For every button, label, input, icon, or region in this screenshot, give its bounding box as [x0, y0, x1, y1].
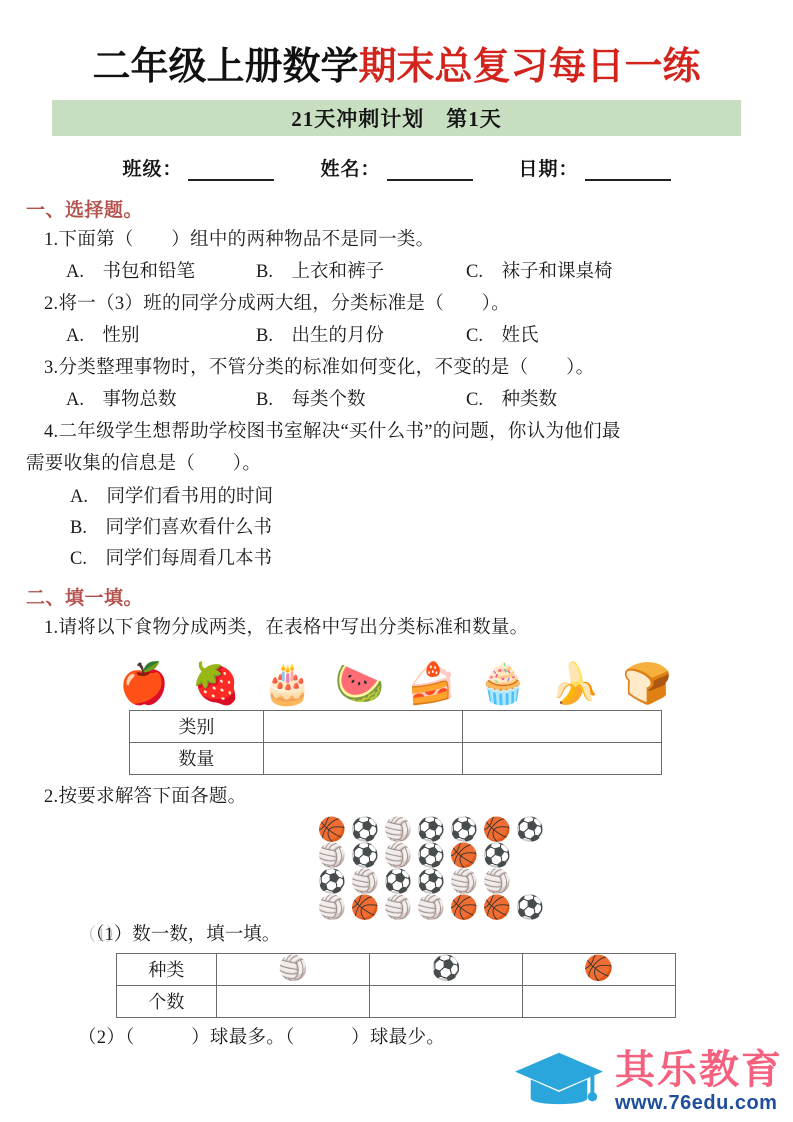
question-1-option-b[interactable]: B. 上衣和裤子 — [256, 261, 384, 282]
ball-table-label-count: 个数 — [116, 985, 217, 1017]
strawberries-icon: 🍓 — [191, 660, 241, 706]
food-table-quantity-cell-1[interactable] — [263, 742, 462, 774]
layer-cake-icon: 🎂 — [262, 660, 313, 706]
title-red-part: 期末总复习每日一练 — [358, 46, 701, 88]
volleyball-icon: 🏐 — [482, 869, 512, 895]
question-3-options — [26, 386, 765, 416]
volleyball-icon: 🏐 — [317, 895, 347, 921]
question-2-option-a[interactable]: A. 性别 — [66, 325, 140, 346]
question-4-option-a[interactable]: A. 同学们看书用的时间 — [70, 486, 273, 507]
soccer-icon: ⚽ — [515, 817, 545, 843]
question-1-option-a[interactable]: A. 书包和铅笔 — [66, 261, 195, 282]
question-2-stem: 2.将一（3）班的同学分成两大组，分类标准是（ ）。 — [44, 293, 510, 314]
ball-grid-row-1 — [316, 817, 765, 843]
volleyball-icon: 🏐 — [383, 817, 413, 843]
soccer-icon: ⚽ — [416, 869, 446, 895]
food-classification-table — [129, 710, 662, 775]
question-3-stem: 3.分类整理事物时，不管分类的标准如何变化，不变的是（ ）。 — [44, 357, 595, 378]
bananas-icon: 🍌 — [550, 660, 600, 706]
soccer-icon: ⚽ — [350, 817, 380, 843]
student-info-row — [0, 154, 793, 181]
food-table-label-quantity: 数量 — [130, 742, 264, 774]
basketball-icon: 🏀 — [350, 895, 380, 921]
sub-question-1: （1） （1）数一数，填一填。 — [26, 921, 765, 951]
title-black-part: 二年级上册数学 — [92, 46, 359, 88]
ball-count-table — [116, 953, 676, 1018]
sub-question-2: （2）（ ）球最多。（ ）球最少。 — [78, 1027, 446, 1048]
volleyball-icon: 🏐 — [350, 869, 380, 895]
question-2-options — [26, 322, 765, 352]
question-4-stem-line1: 4.二年级学生想帮助学校图书室解决“买什么书”的问题，你认为他们最 — [44, 421, 621, 442]
ball-grid-row-2 — [316, 843, 765, 869]
soccer-icon: ⚽ — [416, 843, 446, 869]
food-table-quantity-cell-2[interactable] — [462, 742, 661, 774]
basketball-icon: 🏀 — [583, 956, 614, 983]
ball-table-count-basketball[interactable] — [522, 985, 675, 1017]
cake-slice-icon: 🍰 — [406, 660, 457, 706]
table-row — [116, 985, 675, 1017]
question-1-options — [26, 258, 765, 288]
date-field[interactable] — [519, 154, 671, 181]
watermark-logo — [511, 1048, 783, 1114]
name-blank[interactable] — [387, 163, 473, 181]
table-row — [116, 953, 675, 985]
name-label: 姓名： — [320, 159, 381, 180]
soccer-icon: ⚽ — [416, 817, 446, 843]
basketball-icon: 🏀 — [449, 895, 479, 921]
question-4-stem-line2: 需要收集的信息是（ ）。 — [26, 453, 262, 474]
soccer-icon: ⚽ — [515, 895, 545, 921]
class-blank[interactable] — [188, 163, 274, 181]
apple-icon: 🍎 — [119, 660, 170, 706]
name-field[interactable] — [320, 154, 472, 181]
food-picture-row — [26, 652, 765, 704]
ball-table-count-volleyball[interactable] — [217, 985, 370, 1017]
food-table-category-cell-1[interactable] — [263, 710, 462, 742]
question-2-option-b[interactable]: B. 出生的月份 — [256, 325, 384, 346]
ball-grid-row-4 — [316, 895, 765, 921]
question-1-stem: 1.下面第（ ）组中的两种物品不是同一类。 — [44, 230, 435, 250]
graduation-cap-icon — [511, 1048, 607, 1114]
ball-table-type-volleyball — [217, 953, 370, 985]
class-label: 班级： — [122, 159, 183, 180]
question-2-option-c[interactable]: C. 姓氏 — [466, 325, 539, 346]
watermark-url: www.76edu.com — [615, 1091, 778, 1114]
food-table-category-cell-2[interactable] — [462, 710, 661, 742]
soccer-icon: ⚽ — [482, 843, 512, 869]
basketball-icon: 🏀 — [449, 843, 479, 869]
cupcake-icon: 🧁 — [478, 660, 529, 706]
bread-roll-icon: 🍞 — [621, 660, 672, 706]
worksheet-content — [0, 195, 793, 1053]
volleyball-icon: 🏐 — [383, 843, 413, 869]
soccer-icon: ⚽ — [449, 817, 479, 843]
table-row — [130, 710, 662, 742]
date-label: 日期： — [518, 159, 579, 180]
watermark-text — [615, 1047, 783, 1114]
volleyball-icon: 🏐 — [449, 869, 479, 895]
soccer-icon: ⚽ — [430, 956, 461, 983]
question-3-option-b[interactable]: B. 每类个数 — [256, 389, 366, 410]
basketball-icon: 🏀 — [317, 817, 347, 843]
volleyball-icon: 🏐 — [317, 843, 347, 869]
watermelon-icon: 🍉 — [334, 660, 385, 706]
section-heading-choice: 一、选择题。 — [26, 200, 144, 221]
question-1-option-c[interactable]: C. 袜子和课桌椅 — [466, 261, 613, 282]
soccer-icon: ⚽ — [350, 843, 380, 869]
section-heading-fill: 二、填一填。 — [26, 587, 144, 609]
class-field[interactable] — [122, 154, 274, 181]
basketball-icon: 🏀 — [482, 817, 512, 843]
plan-banner-text: 21天冲刺计划 第1天 — [291, 107, 502, 131]
plan-banner — [52, 100, 741, 136]
volleyball-icon: 🏐 — [416, 895, 446, 921]
watermark-brand: 其乐教育 — [615, 1047, 783, 1092]
ball-picture-grid — [26, 817, 765, 921]
food-table-label-category: 类别 — [130, 710, 264, 742]
page-title — [0, 0, 793, 86]
table-row — [130, 742, 662, 774]
question-3-option-a[interactable]: A. 事物总数 — [66, 389, 177, 410]
volleyball-icon: 🏐 — [383, 895, 413, 921]
ball-table-type-basketball — [522, 953, 675, 985]
ball-grid-row-3 — [316, 869, 765, 895]
ball-table-count-soccer[interactable] — [370, 985, 523, 1017]
soccer-icon: ⚽ — [317, 869, 347, 895]
question-3-option-c[interactable]: C. 种类数 — [466, 389, 557, 410]
soccer-icon: ⚽ — [383, 869, 413, 895]
fill-question-2-stem: 2.按要求解答下面各题。 — [44, 786, 247, 807]
ball-table-label-type: 种类 — [116, 953, 217, 985]
question-4-option-c[interactable]: C. 同学们每周看几本书 — [70, 548, 272, 569]
fill-question-1-stem: 1.请将以下食物分成两类，在表格中写出分类标准和数量。 — [44, 617, 529, 638]
ball-table-type-soccer — [370, 953, 523, 985]
basketball-icon: 🏀 — [482, 895, 512, 921]
date-blank[interactable] — [585, 163, 671, 181]
question-4-option-b[interactable]: B. 同学们喜欢看什么书 — [70, 517, 272, 538]
volleyball-icon: 🏐 — [278, 956, 309, 983]
